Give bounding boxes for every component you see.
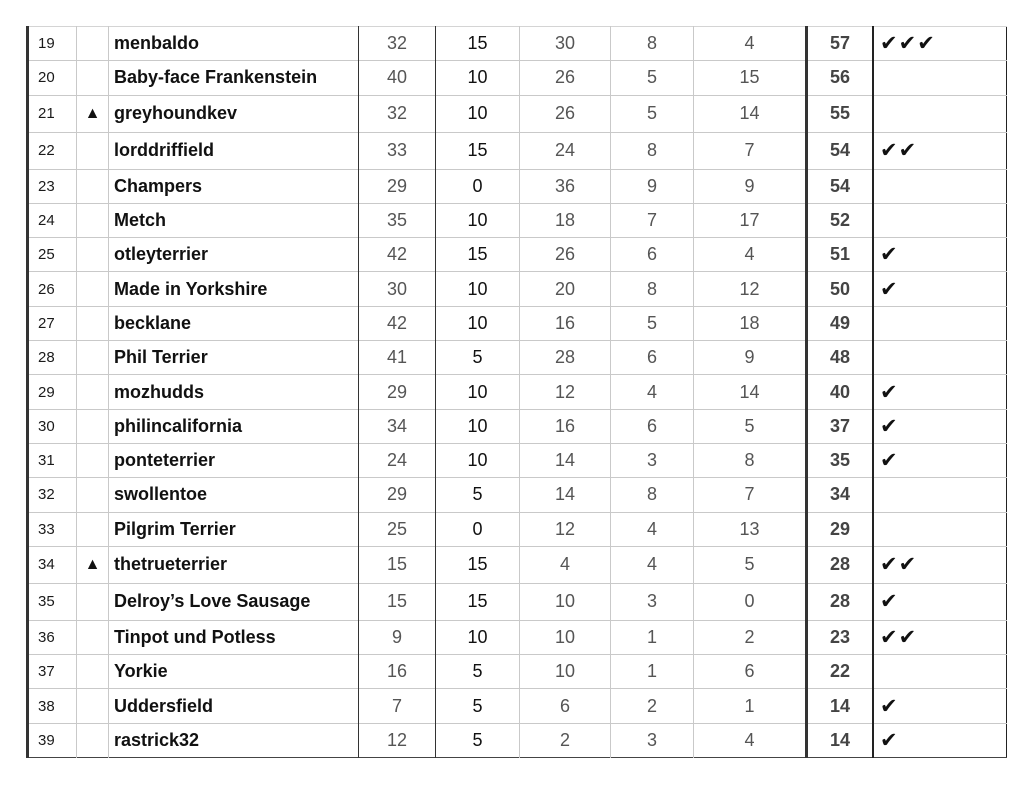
stat-cell-3: 12 bbox=[520, 512, 611, 546]
stat-cell-5: 2 bbox=[694, 620, 807, 654]
movement-indicator bbox=[77, 341, 109, 375]
movement-indicator bbox=[77, 443, 109, 477]
player-name-cell: mozhudds bbox=[109, 375, 359, 409]
player-name-cell: Pilgrim Terrier bbox=[109, 512, 359, 546]
table-row bbox=[28, 306, 1007, 340]
stat-cell-2: 10 bbox=[436, 272, 520, 306]
movement-indicator bbox=[77, 61, 109, 95]
checkmarks-cell: ✔ bbox=[873, 689, 1007, 723]
player-name-cell: thetrueterrier bbox=[109, 546, 359, 583]
stat-cell-1: 9 bbox=[359, 620, 436, 654]
checkmarks-cell: ✔ bbox=[873, 375, 1007, 409]
stat-cell-4: 1 bbox=[611, 655, 694, 689]
player-name-cell: Baby-face Frankenstein bbox=[109, 61, 359, 95]
points-cell: 48 bbox=[807, 341, 874, 375]
stat-cell-5: 14 bbox=[694, 375, 807, 409]
points-cell: 37 bbox=[807, 409, 874, 443]
stat-cell-5: 4 bbox=[694, 238, 807, 272]
points-cell: 23 bbox=[807, 620, 874, 654]
stat-cell-5: 9 bbox=[694, 169, 807, 203]
movement-indicator bbox=[77, 620, 109, 654]
checkmarks-cell: ✔✔ bbox=[873, 620, 1007, 654]
stat-cell-1: 32 bbox=[359, 27, 436, 61]
movement-indicator bbox=[77, 27, 109, 61]
checkmarks-cell bbox=[873, 341, 1007, 375]
stat-cell-4: 1 bbox=[611, 620, 694, 654]
table-row bbox=[28, 95, 1007, 132]
checkmarks-cell bbox=[873, 512, 1007, 546]
stat-cell-4: 6 bbox=[611, 409, 694, 443]
player-name-cell: philincalifornia bbox=[109, 409, 359, 443]
table-row bbox=[28, 723, 1007, 757]
player-name-cell: ponteterrier bbox=[109, 443, 359, 477]
player-name-cell: otleyterrier bbox=[109, 238, 359, 272]
stat-cell-5: 8 bbox=[694, 443, 807, 477]
player-name-cell: Phil Terrier bbox=[109, 341, 359, 375]
stat-cell-5: 0 bbox=[694, 583, 807, 620]
stat-cell-5: 14 bbox=[694, 95, 807, 132]
stat-cell-4: 4 bbox=[611, 512, 694, 546]
stat-cell-2: 5 bbox=[436, 478, 520, 512]
points-cell: 54 bbox=[807, 169, 874, 203]
stat-cell-3: 10 bbox=[520, 583, 611, 620]
stat-cell-2: 5 bbox=[436, 689, 520, 723]
stat-cell-5: 7 bbox=[694, 132, 807, 169]
stat-cell-4: 4 bbox=[611, 375, 694, 409]
checkmarks-cell: ✔✔✔ bbox=[873, 27, 1007, 61]
stat-cell-4: 5 bbox=[611, 95, 694, 132]
stat-cell-5: 9 bbox=[694, 341, 807, 375]
stat-cell-3: 16 bbox=[520, 306, 611, 340]
stat-cell-5: 4 bbox=[694, 27, 807, 61]
stat-cell-4: 7 bbox=[611, 203, 694, 237]
stat-cell-1: 30 bbox=[359, 272, 436, 306]
position-cell: 36 bbox=[28, 620, 77, 654]
points-cell: 49 bbox=[807, 306, 874, 340]
points-cell: 50 bbox=[807, 272, 874, 306]
checkmarks-cell: ✔✔ bbox=[873, 132, 1007, 169]
stat-cell-5: 17 bbox=[694, 203, 807, 237]
stat-cell-3: 12 bbox=[520, 375, 611, 409]
points-cell: 35 bbox=[807, 443, 874, 477]
table-row bbox=[28, 478, 1007, 512]
player-name-cell: menbaldo bbox=[109, 27, 359, 61]
movement-indicator: ▲ bbox=[77, 546, 109, 583]
movement-indicator bbox=[77, 238, 109, 272]
position-cell: 35 bbox=[28, 583, 77, 620]
table-row bbox=[28, 375, 1007, 409]
checkmarks-cell bbox=[873, 169, 1007, 203]
stat-cell-2: 10 bbox=[436, 306, 520, 340]
stat-cell-1: 29 bbox=[359, 375, 436, 409]
table-row bbox=[28, 443, 1007, 477]
stat-cell-5: 5 bbox=[694, 546, 807, 583]
stat-cell-1: 35 bbox=[359, 203, 436, 237]
position-cell: 24 bbox=[28, 203, 77, 237]
position-cell: 28 bbox=[28, 341, 77, 375]
movement-indicator bbox=[77, 272, 109, 306]
points-cell: 14 bbox=[807, 689, 874, 723]
stat-cell-3: 24 bbox=[520, 132, 611, 169]
checkmarks-cell: ✔ bbox=[873, 238, 1007, 272]
table-row bbox=[28, 620, 1007, 654]
checkmarks-cell bbox=[873, 655, 1007, 689]
position-cell: 30 bbox=[28, 409, 77, 443]
movement-indicator bbox=[77, 655, 109, 689]
stat-cell-3: 16 bbox=[520, 409, 611, 443]
stat-cell-2: 5 bbox=[436, 341, 520, 375]
table-row bbox=[28, 655, 1007, 689]
stat-cell-2: 15 bbox=[436, 27, 520, 61]
position-cell: 22 bbox=[28, 132, 77, 169]
stat-cell-4: 3 bbox=[611, 443, 694, 477]
stat-cell-5: 5 bbox=[694, 409, 807, 443]
movement-indicator bbox=[77, 583, 109, 620]
stat-cell-1: 42 bbox=[359, 306, 436, 340]
stat-cell-4: 4 bbox=[611, 546, 694, 583]
checkmarks-cell bbox=[873, 306, 1007, 340]
table-row bbox=[28, 61, 1007, 95]
position-cell: 25 bbox=[28, 238, 77, 272]
stat-cell-3: 6 bbox=[520, 689, 611, 723]
stat-cell-2: 10 bbox=[436, 61, 520, 95]
player-name-cell: becklane bbox=[109, 306, 359, 340]
stat-cell-2: 5 bbox=[436, 723, 520, 757]
points-cell: 29 bbox=[807, 512, 874, 546]
stat-cell-1: 12 bbox=[359, 723, 436, 757]
table-row bbox=[28, 238, 1007, 272]
table-row bbox=[28, 512, 1007, 546]
stat-cell-2: 10 bbox=[436, 375, 520, 409]
league-table bbox=[26, 26, 1007, 758]
points-cell: 57 bbox=[807, 27, 874, 61]
league-table-body bbox=[28, 27, 1007, 758]
checkmarks-cell: ✔ bbox=[873, 443, 1007, 477]
movement-indicator bbox=[77, 306, 109, 340]
stat-cell-2: 0 bbox=[436, 169, 520, 203]
stat-cell-2: 15 bbox=[436, 583, 520, 620]
player-name-cell: greyhoundkev bbox=[109, 95, 359, 132]
position-cell: 20 bbox=[28, 61, 77, 95]
stat-cell-2: 15 bbox=[436, 238, 520, 272]
stat-cell-5: 18 bbox=[694, 306, 807, 340]
stat-cell-2: 0 bbox=[436, 512, 520, 546]
stat-cell-3: 14 bbox=[520, 443, 611, 477]
stat-cell-5: 4 bbox=[694, 723, 807, 757]
table-row bbox=[28, 203, 1007, 237]
stat-cell-3: 4 bbox=[520, 546, 611, 583]
player-name-cell: lorddriffield bbox=[109, 132, 359, 169]
checkmarks-cell: ✔ bbox=[873, 272, 1007, 306]
stat-cell-4: 5 bbox=[611, 61, 694, 95]
player-name-cell: Tinpot und Potless bbox=[109, 620, 359, 654]
points-cell: 52 bbox=[807, 203, 874, 237]
stat-cell-2: 10 bbox=[436, 409, 520, 443]
position-cell: 27 bbox=[28, 306, 77, 340]
position-cell: 34 bbox=[28, 546, 77, 583]
points-cell: 55 bbox=[807, 95, 874, 132]
stat-cell-4: 9 bbox=[611, 169, 694, 203]
table-row bbox=[28, 583, 1007, 620]
stat-cell-3: 10 bbox=[520, 620, 611, 654]
stat-cell-5: 6 bbox=[694, 655, 807, 689]
position-cell: 26 bbox=[28, 272, 77, 306]
stat-cell-2: 10 bbox=[436, 203, 520, 237]
table-row bbox=[28, 409, 1007, 443]
stat-cell-1: 41 bbox=[359, 341, 436, 375]
stat-cell-4: 8 bbox=[611, 27, 694, 61]
player-name-cell: Champers bbox=[109, 169, 359, 203]
stat-cell-4: 8 bbox=[611, 478, 694, 512]
stat-cell-2: 10 bbox=[436, 443, 520, 477]
checkmarks-cell: ✔✔ bbox=[873, 546, 1007, 583]
stat-cell-1: 34 bbox=[359, 409, 436, 443]
stat-cell-3: 18 bbox=[520, 203, 611, 237]
stat-cell-1: 7 bbox=[359, 689, 436, 723]
stat-cell-5: 1 bbox=[694, 689, 807, 723]
player-name-cell: rastrick32 bbox=[109, 723, 359, 757]
position-cell: 31 bbox=[28, 443, 77, 477]
stat-cell-1: 16 bbox=[359, 655, 436, 689]
stat-cell-2: 10 bbox=[436, 95, 520, 132]
stat-cell-1: 25 bbox=[359, 512, 436, 546]
position-cell: 39 bbox=[28, 723, 77, 757]
table-row bbox=[28, 27, 1007, 61]
stat-cell-4: 5 bbox=[611, 306, 694, 340]
table-row bbox=[28, 169, 1007, 203]
points-cell: 56 bbox=[807, 61, 874, 95]
stat-cell-3: 26 bbox=[520, 238, 611, 272]
checkmarks-cell: ✔ bbox=[873, 583, 1007, 620]
player-name-cell: Uddersfield bbox=[109, 689, 359, 723]
stat-cell-3: 20 bbox=[520, 272, 611, 306]
stat-cell-4: 6 bbox=[611, 341, 694, 375]
stat-cell-1: 32 bbox=[359, 95, 436, 132]
checkmarks-cell bbox=[873, 478, 1007, 512]
stat-cell-2: 15 bbox=[436, 546, 520, 583]
stat-cell-4: 3 bbox=[611, 723, 694, 757]
stat-cell-2: 15 bbox=[436, 132, 520, 169]
stat-cell-5: 13 bbox=[694, 512, 807, 546]
stat-cell-3: 26 bbox=[520, 61, 611, 95]
checkmarks-cell bbox=[873, 203, 1007, 237]
position-cell: 38 bbox=[28, 689, 77, 723]
movement-indicator bbox=[77, 723, 109, 757]
table-row bbox=[28, 546, 1007, 583]
stat-cell-1: 15 bbox=[359, 546, 436, 583]
checkmarks-cell: ✔ bbox=[873, 723, 1007, 757]
checkmarks-cell bbox=[873, 95, 1007, 132]
stat-cell-2: 10 bbox=[436, 620, 520, 654]
stat-cell-3: 30 bbox=[520, 27, 611, 61]
movement-indicator bbox=[77, 512, 109, 546]
stat-cell-3: 14 bbox=[520, 478, 611, 512]
table-row bbox=[28, 272, 1007, 306]
position-cell: 37 bbox=[28, 655, 77, 689]
player-name-cell: Made in Yorkshire bbox=[109, 272, 359, 306]
movement-indicator bbox=[77, 409, 109, 443]
position-cell: 29 bbox=[28, 375, 77, 409]
stat-cell-1: 29 bbox=[359, 169, 436, 203]
points-cell: 54 bbox=[807, 132, 874, 169]
points-cell: 34 bbox=[807, 478, 874, 512]
stat-cell-1: 33 bbox=[359, 132, 436, 169]
stat-cell-4: 2 bbox=[611, 689, 694, 723]
points-cell: 40 bbox=[807, 375, 874, 409]
stat-cell-1: 24 bbox=[359, 443, 436, 477]
position-cell: 33 bbox=[28, 512, 77, 546]
movement-indicator bbox=[77, 203, 109, 237]
stat-cell-2: 5 bbox=[436, 655, 520, 689]
stat-cell-4: 8 bbox=[611, 132, 694, 169]
points-cell: 28 bbox=[807, 583, 874, 620]
movement-indicator bbox=[77, 689, 109, 723]
table-row bbox=[28, 132, 1007, 169]
player-name-cell: Yorkie bbox=[109, 655, 359, 689]
position-cell: 23 bbox=[28, 169, 77, 203]
checkmarks-cell bbox=[873, 61, 1007, 95]
stat-cell-5: 12 bbox=[694, 272, 807, 306]
stat-cell-1: 15 bbox=[359, 583, 436, 620]
stat-cell-3: 28 bbox=[520, 341, 611, 375]
stat-cell-4: 8 bbox=[611, 272, 694, 306]
player-name-cell: Delroy’s Love Sausage bbox=[109, 583, 359, 620]
stat-cell-1: 42 bbox=[359, 238, 436, 272]
movement-indicator bbox=[77, 132, 109, 169]
stat-cell-4: 6 bbox=[611, 238, 694, 272]
stat-cell-3: 36 bbox=[520, 169, 611, 203]
stat-cell-3: 26 bbox=[520, 95, 611, 132]
movement-indicator bbox=[77, 375, 109, 409]
stat-cell-4: 3 bbox=[611, 583, 694, 620]
stat-cell-1: 40 bbox=[359, 61, 436, 95]
stat-cell-3: 10 bbox=[520, 655, 611, 689]
stat-cell-3: 2 bbox=[520, 723, 611, 757]
points-cell: 22 bbox=[807, 655, 874, 689]
position-cell: 19 bbox=[28, 27, 77, 61]
stat-cell-5: 15 bbox=[694, 61, 807, 95]
movement-indicator bbox=[77, 478, 109, 512]
position-cell: 21 bbox=[28, 95, 77, 132]
points-cell: 28 bbox=[807, 546, 874, 583]
points-cell: 51 bbox=[807, 238, 874, 272]
player-name-cell: swollentoe bbox=[109, 478, 359, 512]
table-row bbox=[28, 341, 1007, 375]
movement-indicator: ▲ bbox=[77, 95, 109, 132]
stat-cell-1: 29 bbox=[359, 478, 436, 512]
position-cell: 32 bbox=[28, 478, 77, 512]
stat-cell-5: 7 bbox=[694, 478, 807, 512]
movement-indicator bbox=[77, 169, 109, 203]
points-cell: 14 bbox=[807, 723, 874, 757]
table-row bbox=[28, 689, 1007, 723]
checkmarks-cell: ✔ bbox=[873, 409, 1007, 443]
player-name-cell: Metch bbox=[109, 203, 359, 237]
